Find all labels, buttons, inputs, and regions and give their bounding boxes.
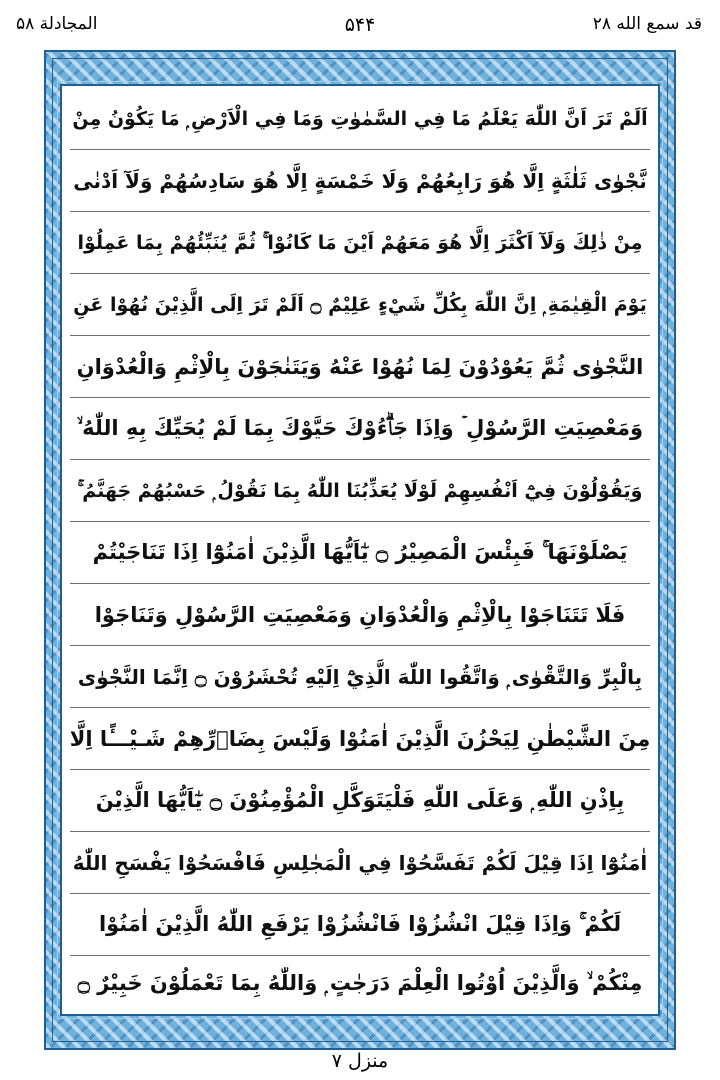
decorative-frame [44,50,676,1050]
text-line-6: وَمَعْصِيَتِ الرَّسُوْلِ ۡ وَاِذَا جَاۗءُوْكَ حَيَّوْكَ بِمَا لَمْ يُحَيِّكَ بِهِ اللّٰهُ ۙ [70,398,650,460]
text-line-9: فَلَا تَتَنَاجَوْا بِالْاِثْمِ وَالْعُدْوَانِ وَمَعْصِيَتِ الرَّسُوْلِ وَتَنَاجَوْا [70,584,650,646]
text-line-11: مِنَ الشَّيْطٰنِ لِيَحْزُنَ الَّذِيْنَ اٰمَنُوْا وَلَيْسَ بِضَاۗرِّهِمْ شَـيْـــًٔا اِلَّا [70,708,650,770]
text-line-12: بِاِذْنِ اللّٰهِ ۭ وَعَلَى اللّٰهِ فَلْيَتَوَكَّلِ الْمُؤْمِنُوْنَ ۝ يٰٓاَيُّهَا الَّذِيْنَ [70,770,650,832]
text-line-13: اٰمَنُوْٓا اِذَا قِيْلَ لَكُمْ تَفَسَّحُوْا فِي الْمَجٰلِسِ فَافْسَحُوْا يَفْسَحِ اللّٰهُ [70,832,650,894]
text-panel [60,84,660,1016]
surah-marker: المجادلة ۵۸ [16,14,98,34]
text-line-14: لَكُمْ ۚ وَاِذَا قِيْلَ انْشُزُوْا فَانْشُزُوْا يَرْفَعِ اللّٰهُ الَّذِيْنَ اٰمَنُوْا [70,894,650,956]
juz-marker: قد سمع الله ۲۸ [592,14,702,34]
manzil-footer: منزل ۷ [331,1050,389,1072]
text-line-3: مِنْ ذٰلِكَ وَلَآ اَكْثَرَ اِلَّا هُوَ مَعَهُمْ اَيْنَ مَا كَانُوْا ۚ ثُمَّ يُنَبِّئُهُمْ بِمَا عَمِلُوْا [70,212,650,274]
text-line-7: وَيَقُوْلُوْنَ فِيْٓ اَنْفُسِهِمْ لَوْلَا يُعَذِّبُنَا اللّٰهُ بِمَا نَقُوْلُ ۭ حَسْبُهُمْ جَهَنَّمُ ۚ [70,460,650,522]
text-line-2: نَّجْوٰى ثَلٰثَةٍ اِلَّا هُوَ رَابِعُهُمْ وَلَا خَمْسَةٍ اِلَّا هُوَ سَادِسُهُمْ وَلَآ اَدْنٰى [70,150,650,212]
text-line-10: بِالْبِرِّ وَالتَّقْوٰى ۭ وَاتَّقُوا اللّٰهَ الَّذِيْٓ اِلَيْهِ تُحْشَرُوْنَ ۝ اِنَّمَا النَّجْوٰى [70,646,650,708]
text-line-4: يَوْمَ الْقِيٰمَةِ ۭ اِنَّ اللّٰهَ بِكُلِّ شَيْءٍ عَلِيْمٌ ۝ اَلَمْ تَرَ اِلَى الَّذِيْنَ نُهُوْا عَنِ [70,274,650,336]
text-line-15: مِنْكُمْ ۙ وَالَّذِيْنَ اُوْتُوا الْعِلْمَ دَرَجٰتٍ ۭ وَاللّٰهُ بِمَا تَعْمَلُوْنَ خَبِيْرٌ ۝ [77,970,643,995]
page-header [0,6,720,42]
text-line-5: النَّجْوٰى ثُمَّ يَعُوْدُوْنَ لِمَا نُهُوْا عَنْهُ وَيَتَنٰجَوْنَ بِالْاِثْمِ وَالْعُدْوَانِ [70,336,650,398]
text-line-1: اَلَمْ تَرَ اَنَّ اللّٰهَ يَعْلَمُ مَا فِي السَّمٰوٰتِ وَمَا فِي الْاَرْضِ ۭ مَا يَكُوْنُ مِنْ [70,88,650,150]
text-line-8: يَصْلَوْنَهَا ۚ فَبِئْسَ الْمَصِيْرُ ۝ يٰٓاَيُّهَا الَّذِيْنَ اٰمَنُوْٓا اِذَا تَنَاجَيْتُمْ [70,522,650,584]
page-number: ۵۴۴ [344,14,376,36]
